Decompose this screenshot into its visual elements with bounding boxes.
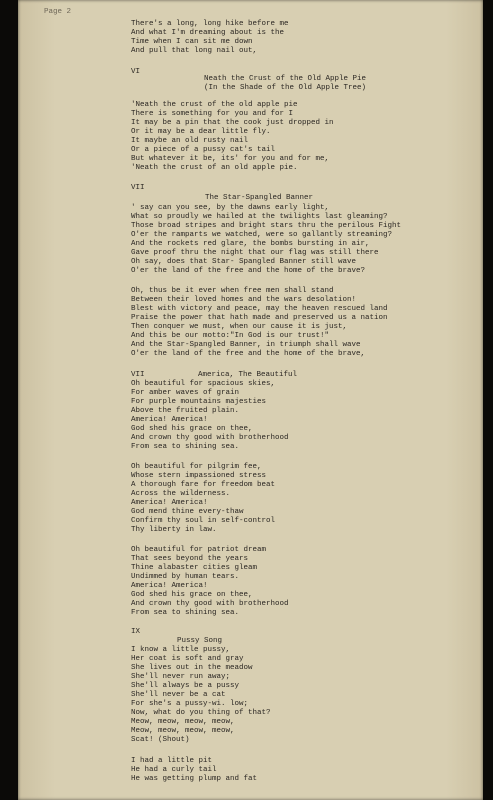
text-line: A thorough fare for freedom beat — [131, 481, 276, 489]
section-number: VII — [131, 371, 145, 379]
text-line: He had a curly tail — [131, 766, 217, 774]
text-line: And crown thy good with brotherhood — [131, 600, 289, 608]
text-line: America! America! — [131, 416, 208, 424]
text-line: For amber waves of grain — [131, 389, 240, 397]
text-line: And crown thy good with brotherhood — [131, 434, 289, 442]
text-line: Scat! (Shout) — [131, 736, 190, 744]
text-line: And this be our motto:"In God is our trust!" — [131, 332, 330, 340]
text-line: Confirm thy soul in self-control — [131, 517, 276, 525]
text-line: America! America! — [131, 582, 208, 590]
section-number: IX — [131, 628, 141, 636]
text-line: O'er the land of the free and the home of the brave? — [131, 267, 366, 275]
section-number: VI — [131, 68, 141, 76]
text-line: America! America! — [131, 499, 208, 507]
text-line: Oh say, does that Star- Spangled Banner still wave — [131, 258, 357, 266]
text-line: Oh beautiful for patriot dream — [131, 546, 267, 554]
text-line: And the rockets red glare, the bombs bursting in air, — [131, 240, 370, 248]
text-line: O'er the land of the free and the home of the brave, — [131, 350, 366, 358]
text-line: It maybe an old rusty nail — [131, 137, 249, 145]
text-line: She'll always be a pussy — [131, 682, 240, 690]
song-title: Pussy Song — [177, 637, 223, 645]
text-line: But whatever it be, its' for you and for me, — [131, 155, 330, 163]
page-label: Page 2 — [44, 8, 72, 16]
text-line: And the Star-Spangled Banner, in triumph shall wave — [131, 341, 361, 349]
text-line: That sees beyond the years — [131, 555, 249, 563]
text-line: Above the fruited plain. — [131, 407, 240, 415]
text-line: Oh beautiful for spacious skies, — [131, 380, 276, 388]
text-line: Between their loved homes and the wars desolation! — [131, 296, 357, 304]
text-line: She'll never run away; — [131, 673, 231, 681]
text-line: Blest with victory and peace, may the heaven rescued land — [131, 305, 388, 313]
text-line: Now, what do you thing of that? — [131, 709, 271, 717]
text-line: Oh, thus be it ever when free men shall stand — [131, 287, 334, 295]
text-line: God shed his grace on thee, — [131, 425, 253, 433]
text-line: There's a long, long hike before me — [131, 20, 289, 28]
song-subtitle: (In the Shade of the Old Apple Tree) — [204, 84, 367, 92]
text-line: Or it may be a dear little fly. — [131, 128, 271, 136]
song-title: The Star-Spangled Banner — [205, 194, 314, 202]
text-line: O'er the ramparts we watched, were so gallantly streaming? — [131, 231, 393, 239]
text-line: 'Neath the crust of an old apple pie. — [131, 164, 298, 172]
text-line: Oh beautiful for pilgrim fee, — [131, 463, 262, 471]
song-title: America, The Beautiful — [198, 371, 298, 379]
text-line: He was getting plump and fat — [131, 775, 258, 783]
text-line: Or a piece of a pussy cat's tail — [131, 146, 276, 154]
text-line: She lives out in the meadow — [131, 664, 253, 672]
text-line: Thy liberty in law. — [131, 526, 217, 534]
text-line: Gave proof thru the night that our flag was still there — [131, 249, 379, 257]
text-line: What so proudly we hailed at the twilights last gleaming? — [131, 213, 388, 221]
text-line: ' say can you see, by the dawns early light, — [131, 204, 330, 212]
text-line: Meow, meow, meow, meow, — [131, 718, 235, 726]
text-line: Undimmed by human tears. — [131, 573, 240, 581]
text-line: It may be a pin that the cook just dropped in — [131, 119, 334, 127]
text-line: Then conquer we must, when our cause it is just, — [131, 323, 348, 331]
text-line: 'Neath the crust of the old apple pie — [131, 101, 298, 109]
text-line: God shed his grace on thee, — [131, 591, 253, 599]
text-line: For purple mountains majesties — [131, 398, 267, 406]
text-line: I had a little pit — [131, 757, 213, 765]
text-line: Time when I can sit me down — [131, 38, 253, 46]
text-line: God mend thine every-thaw — [131, 508, 244, 516]
section-number: VII — [131, 184, 145, 192]
text-line: From sea to shining sea. — [131, 609, 240, 617]
text-line: Meow, meow, meow, meow, — [131, 727, 235, 735]
text-line: She'll never be a cat — [131, 691, 226, 699]
text-line: There is something for you and for I — [131, 110, 294, 118]
text-line: And what I'm dreaming about is the — [131, 29, 285, 37]
text-line: I know a little pussy, — [131, 646, 231, 654]
text-line: And pull that long nail out, — [131, 47, 258, 55]
text-line: Her coat is soft and gray — [131, 655, 244, 663]
text-line: Across the wilderness. — [131, 490, 231, 498]
text-line: From sea to shining sea. — [131, 443, 240, 451]
text-line: Thine alabaster cities gleam — [131, 564, 258, 572]
text-line: Praise the power that hath made and preserved us a nation — [131, 314, 388, 322]
text-line: Those broad stripes and bright stars thru the perilous Fight — [131, 222, 402, 230]
text-line: Whose stern impassioned stress — [131, 472, 267, 480]
song-title: Neath the Crust of the Old Apple Pie — [204, 75, 367, 83]
text-line: For she's a pussy-wi. low; — [131, 700, 249, 708]
